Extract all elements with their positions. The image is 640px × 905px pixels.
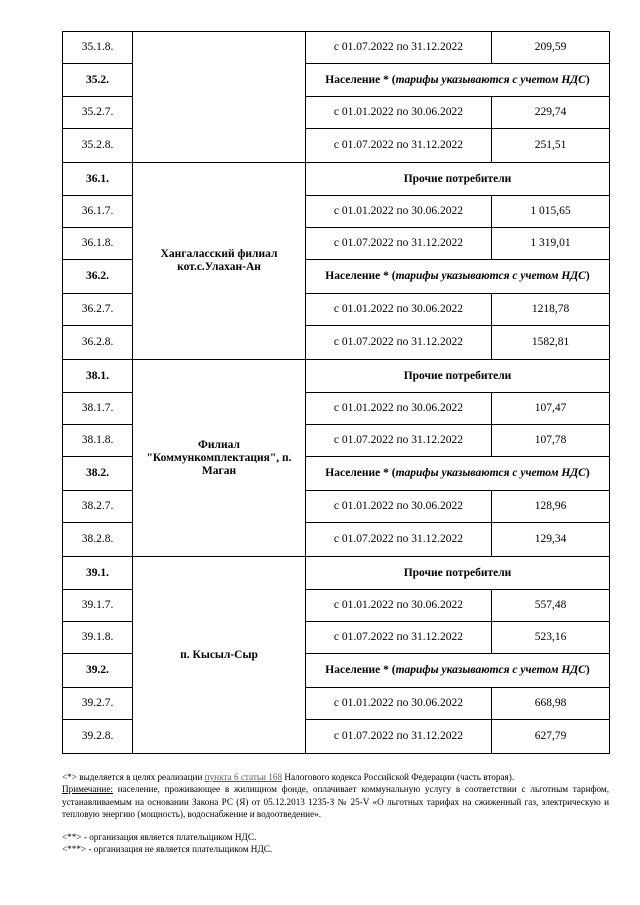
tariff-period: с 01.07.2022 по 31.12.2022 (306, 326, 492, 360)
tariff-value: 1582,81 (492, 326, 610, 360)
category-note: тарифы указываются с учетом НДС (395, 73, 586, 86)
row-code: 39.2.8. (63, 720, 133, 754)
consumer-category (306, 64, 610, 97)
category-label: Население * ( (325, 73, 396, 86)
category-label: Население * ( (325, 664, 396, 676)
category-note: тарифы указываются с учетом НДС (395, 467, 586, 479)
table-row (63, 163, 610, 196)
consumer-category (306, 163, 610, 196)
tariff-period: с 01.07.2022 по 31.12.2022 (306, 228, 492, 260)
category-label: Прочие потребители (403, 369, 512, 382)
remark-text: население, проживающее в жилищном фонде, оплачивает коммунальную услугу в соответствии с льготным тарифом, устанавливаемым на основании Закона РС (Я) от 05.12.2013 1235-З № 25-V «О льготных тарифах на сжиженный газ, электрическую и тепловую энергию (мощность), водоснабжение и водоотведение». (62, 784, 609, 819)
tariff-period: с 01.01.2022 по 30.06.2022 (306, 393, 492, 425)
category-label: Население * ( (325, 270, 396, 282)
row-code: 39.2. (63, 654, 133, 688)
table-row (63, 32, 610, 64)
row-code: 35.2. (63, 64, 133, 97)
tariff-value: 523,16 (492, 622, 610, 654)
tariff-period: с 01.07.2022 по 31.12.2022 (306, 32, 492, 64)
row-code: 38.1.7. (63, 393, 133, 425)
tariff-value: 1218,78 (492, 294, 610, 326)
tariff-period: с 01.07.2022 по 31.12.2022 (306, 129, 492, 163)
category-label: Прочие потребители (403, 566, 512, 579)
consumer-category (306, 360, 610, 393)
category-label: Прочие потребители (403, 172, 512, 185)
category-note-end: ) (585, 664, 590, 676)
organization-name: Хангаласский филиал кот.с.Улахан-Ан (133, 163, 306, 360)
tariff-table (62, 31, 610, 754)
tariff-value: 668,98 (492, 688, 610, 720)
footnotes (62, 771, 609, 856)
tariff-period: с 01.01.2022 по 30.06.2022 (306, 294, 492, 326)
category-note-end: ) (585, 73, 590, 86)
organization-name (133, 32, 306, 163)
tariff-period: с 01.07.2022 по 31.12.2022 (306, 523, 492, 557)
category-label: Население * ( (325, 467, 396, 479)
tariff-value: 229,74 (492, 97, 610, 129)
tariff-value: 557,48 (492, 590, 610, 622)
tariff-value: 128,96 (492, 491, 610, 523)
row-code: 36.1. (63, 163, 133, 196)
row-code: 39.2.7. (63, 688, 133, 720)
organization-name: Филиал "Коммункомплектация", п. Маган (133, 360, 306, 557)
consumer-category (306, 557, 610, 590)
row-code: 36.2.8. (63, 326, 133, 360)
tax-code-link[interactable]: пункта 6 статьи 168 (204, 772, 283, 782)
table-row (63, 360, 610, 393)
category-note: тарифы указываются с учетом НДС (395, 664, 586, 676)
row-code: 39.1.7. (63, 590, 133, 622)
category-note: тарифы указываются с учетом НДС (395, 270, 586, 282)
tariff-period: с 01.01.2022 по 30.06.2022 (306, 97, 492, 129)
tariff-period: с 01.01.2022 по 30.06.2022 (306, 590, 492, 622)
row-code: 38.1.8. (63, 425, 133, 457)
footnote-vat-post: Налогового кодекса Российской Федерации (часть вторая). (282, 772, 515, 782)
footnote-remark (62, 783, 609, 820)
footnote-vat-pre: <*> выделяется в целях реализации (62, 772, 205, 782)
tariff-value: 1 319,01 (492, 228, 610, 260)
category-note-end: ) (585, 270, 590, 282)
tariff-value: 107,78 (492, 425, 610, 457)
row-code: 36.2. (63, 260, 133, 294)
table-row (63, 557, 610, 590)
tariff-period: с 01.01.2022 по 30.06.2022 (306, 196, 492, 228)
tariff-period: с 01.07.2022 по 31.12.2022 (306, 720, 492, 754)
row-code: 36.2.7. (63, 294, 133, 326)
tariff-value: 107,47 (492, 393, 610, 425)
consumer-category (306, 654, 610, 688)
remark-label: Примечание: (62, 784, 113, 795)
tariff-value: 251,51 (492, 129, 610, 163)
tariff-value: 209,59 (492, 32, 610, 64)
row-code: 39.1. (63, 557, 133, 590)
category-note-end: ) (585, 467, 590, 479)
tariff-value: 1 015,65 (492, 196, 610, 228)
row-code: 38.2.7. (63, 491, 133, 523)
row-code: 38.2.8. (63, 523, 133, 557)
organization-name: п. Кысыл-Сыр (133, 557, 306, 754)
footnote-vat (62, 771, 609, 783)
consumer-category (306, 457, 610, 491)
row-code: 38.1. (63, 360, 133, 393)
tariff-table-body (63, 32, 610, 754)
consumer-category (306, 260, 610, 294)
tariff-value: 129,34 (492, 523, 610, 557)
footnote-vat-nonpayer: <***> - организация не является плательщиком НДС. (62, 844, 273, 855)
row-code: 39.1.8. (63, 622, 133, 654)
tariff-period: с 01.01.2022 по 30.06.2022 (306, 688, 492, 720)
row-code: 35.2.8. (63, 129, 133, 163)
row-code: 38.2. (63, 457, 133, 491)
tariff-value: 627,79 (492, 720, 610, 754)
row-code: 35.2.7. (63, 97, 133, 129)
tariff-period: с 01.07.2022 по 31.12.2022 (306, 622, 492, 654)
row-code: 35.1.8. (63, 32, 133, 64)
row-code: 36.1.7. (63, 196, 133, 228)
tariff-period: с 01.01.2022 по 30.06.2022 (306, 491, 492, 523)
row-code: 36.1.8. (63, 228, 133, 260)
footnote-vat-payer: <**> - организация является плательщиком НДС. (62, 832, 257, 843)
tariff-period: с 01.07.2022 по 31.12.2022 (306, 425, 492, 457)
